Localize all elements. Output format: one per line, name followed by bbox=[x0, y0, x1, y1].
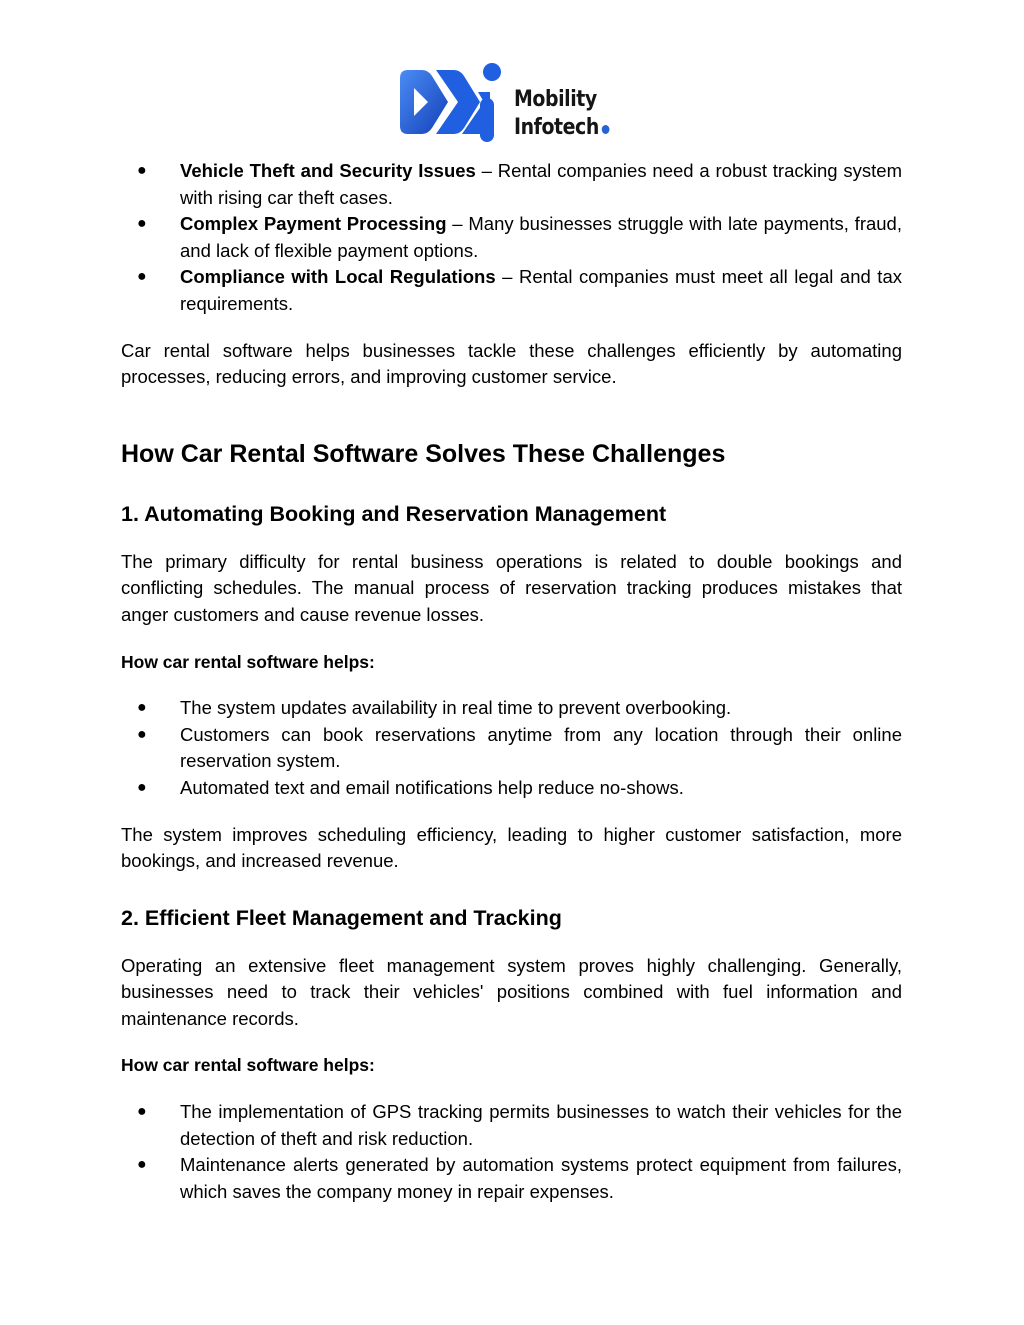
section-2-paragraph: Operating an extensive fleet management system proves highly challenging. Generally, businesses need to track their vehicles' positions combined with fuel information and maintenance records. bbox=[121, 954, 902, 1029]
list-item: ● Compliance with Local Regulations – Rental companies must meet all legal and tax requirements. bbox=[120, 264, 902, 317]
logo-line-2: Infotech bbox=[514, 114, 609, 142]
list-item: ● Automated text and email notifications help reduce no-shows. bbox=[120, 775, 902, 802]
list-item: ● Vehicle Theft and Security Issues – Rental companies need a robust tracking system with rising car theft cases. bbox=[120, 158, 902, 211]
intro-paragraph: Car rental software helps businesses tackle these challenges efficiently by automating processes, reducing errors, and improving customer service. bbox=[121, 339, 902, 388]
section-1-paragraph: The primary difficulty for rental business operations is related to double bookings and conflicting schedules. The manual process of reservation tracking produces mistakes that anger customers and cause revenue losses. bbox=[121, 550, 902, 625]
logo-wordmark bbox=[514, 86, 609, 142]
list-item: ● Complex Payment Processing – Many businesses struggle with late payments, fraud, and lack of flexible payment options. bbox=[120, 211, 902, 264]
section-2-bullets bbox=[121, 1099, 902, 1205]
list-item: ● The system updates availability in real time to prevent overbooking. bbox=[120, 695, 902, 722]
main-heading: How Car Rental Software Solves These Challenges bbox=[121, 439, 726, 468]
intro-challenges-list bbox=[121, 158, 902, 318]
list-item: ● The implementation of GPS tracking permits businesses to watch their vehicles for the detection of theft and risk reduction. bbox=[120, 1099, 902, 1152]
section-1-bullets bbox=[121, 695, 902, 801]
section-2-subhead: How car rental software helps: bbox=[121, 1055, 375, 1076]
section-2-heading: 2. Efficient Fleet Management and Tracking bbox=[121, 905, 562, 930]
section-1-subhead: How car rental software helps: bbox=[121, 651, 375, 672]
logo-line-1: Mobility bbox=[514, 87, 597, 112]
document-body bbox=[121, 158, 902, 1205]
logo-dot-icon bbox=[601, 125, 609, 134]
list-item: ● Maintenance alerts generated by automation systems protect equipment from failures, which saves the company money in repair expenses. bbox=[120, 1152, 902, 1205]
section-1-heading: 1. Automating Booking and Reservation Management bbox=[121, 501, 667, 526]
company-logo bbox=[396, 62, 636, 152]
logo-mark-icon bbox=[396, 62, 512, 152]
section-1-closing: The system improves scheduling efficiency, leading to higher customer satisfaction, more bookings, and increased revenue. bbox=[121, 823, 902, 872]
list-item: ● Customers can book reservations anytime from any location through their online reservation system. bbox=[120, 722, 902, 775]
